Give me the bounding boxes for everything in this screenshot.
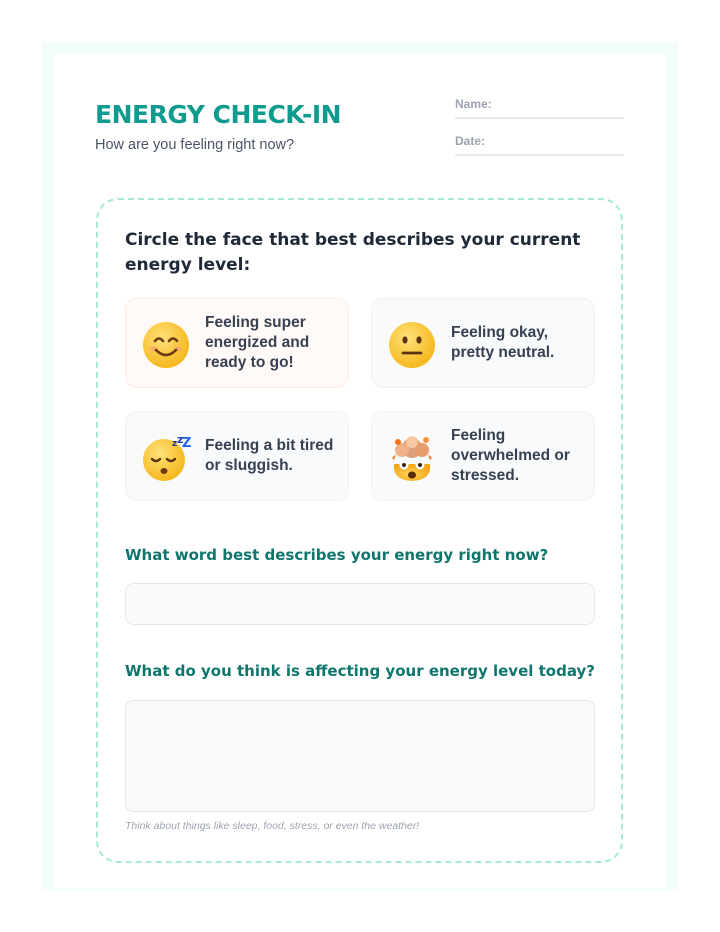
option-tired[interactable] [125,411,349,501]
activity-prompt: Circle the face that best describes your current energy level: [125,230,581,275]
name-label: Name: [455,97,492,111]
svg-text:z: z [177,433,184,446]
date-label: Date: [455,134,486,148]
svg-text:z: z [172,439,178,449]
option-neutral[interactable] [371,298,595,388]
name-field[interactable] [455,97,624,119]
sleeping-face-icon [142,434,190,482]
option-overwhelmed[interactable] [371,411,595,501]
option-label: Feeling overwhelmed or stressed. [451,427,570,484]
energy-word-input[interactable] [125,583,595,625]
question-energy-word: What word best describes your energy right now? [125,546,549,564]
option-label: Feeling okay, pretty neutral. [451,324,555,361]
hint-text: Think about things like sleep, food, stress, or even the weather! [125,820,420,832]
page-subtitle: How are you feeling right now? [95,137,295,153]
question-energy-factors: What do you think is affecting your energy level today? [125,662,595,680]
energy-factors-textarea[interactable] [125,700,595,812]
option-label: Feeling a bit tired or sluggish. [205,437,334,474]
date-field[interactable] [455,134,624,156]
neutral-face-icon [388,321,436,369]
option-label: Feeling super energized and ready to go! [205,314,310,371]
page-title: ENERGY CHECK-IN [95,100,342,129]
option-energized[interactable] [125,298,349,388]
exploding-head-icon [388,434,436,482]
smiling-face-icon [142,321,190,369]
svg-text:Z: Z [182,436,192,451]
